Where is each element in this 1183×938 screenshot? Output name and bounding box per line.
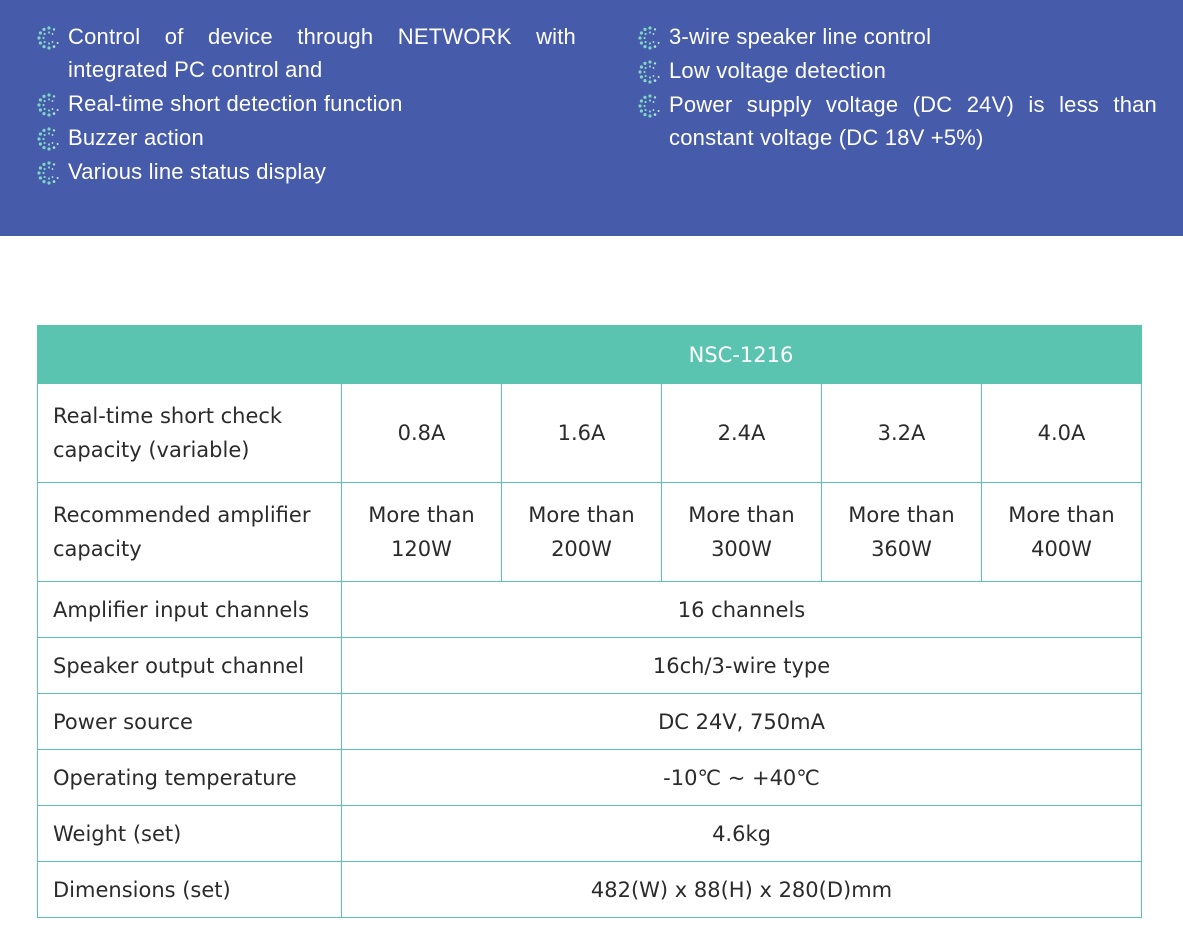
cell-value: 2.4A [662, 384, 822, 483]
cell-value: 0.8A [342, 384, 502, 483]
table-row [38, 862, 1142, 918]
feature-text: Buzzer action [68, 125, 204, 150]
row-label: Power source [38, 694, 342, 750]
row-label: Weight (set) [38, 806, 342, 862]
features-right-column [637, 20, 1157, 155]
radial-dots-icon [36, 126, 62, 152]
feature-text: Various line status display [68, 159, 327, 184]
table-row [38, 750, 1142, 806]
table-row [38, 694, 1142, 750]
features-left-column [36, 20, 576, 189]
cell-value: More than 300W [662, 483, 822, 582]
row-label: Dimensions (set) [38, 862, 342, 918]
feature-text: Real-time short detection function [68, 91, 403, 116]
table-row [38, 638, 1142, 694]
feature-text: Low voltage detection [669, 58, 887, 83]
spec-table [37, 325, 1142, 918]
feature-item [637, 88, 1157, 154]
row-label: Speaker output channel [38, 638, 342, 694]
radial-dots-icon [36, 160, 62, 186]
feature-item [36, 121, 576, 154]
feature-item [637, 20, 1157, 53]
cell-value: DC 24V, 750mA [342, 694, 1142, 750]
table-row [38, 806, 1142, 862]
cell-value: 482(W) x 88(H) x 280(D)mm [342, 862, 1142, 918]
cell-value: 3.2A [822, 384, 982, 483]
table-row [38, 582, 1142, 638]
cell-value: More than 360W [822, 483, 982, 582]
cell-value: 1.6A [502, 384, 662, 483]
spec-table-container [37, 325, 1141, 918]
row-label: Recommended amplifier capacity [38, 483, 342, 582]
cell-value: More than 120W [342, 483, 502, 582]
cell-value: More than 200W [502, 483, 662, 582]
cell-value: 16ch/3-wire type [342, 638, 1142, 694]
row-label: Operating temperature [38, 750, 342, 806]
cell-value: -10℃ ~ +40℃ [342, 750, 1142, 806]
cell-value: 16 channels [342, 582, 1142, 638]
cell-value: More than 400W [982, 483, 1142, 582]
feature-item [36, 87, 576, 120]
model-header: NSC-1216 [38, 326, 1142, 384]
radial-dots-icon [36, 92, 62, 118]
feature-text: Control of device through NETWORK with integrated PC control and [68, 24, 576, 82]
radial-dots-icon [637, 59, 663, 85]
cell-value: 4.0A [982, 384, 1142, 483]
cell-value: 4.6kg [342, 806, 1142, 862]
feature-text: 3-wire speaker line control [669, 24, 932, 49]
radial-dots-icon [637, 93, 663, 119]
features-banner [0, 0, 1183, 236]
radial-dots-icon [637, 25, 663, 51]
feature-text: Power supply voltage (DC 24V) is less than constant voltage (DC 18V +5%) [669, 92, 1157, 150]
row-label: Real-time short check capacity (variable) [38, 384, 342, 483]
table-row [38, 384, 1142, 483]
row-label: Amplifier input channels [38, 582, 342, 638]
feature-item [36, 20, 576, 86]
feature-item [36, 155, 576, 188]
table-row [38, 483, 1142, 582]
radial-dots-icon [36, 25, 62, 51]
feature-item [637, 54, 1157, 87]
